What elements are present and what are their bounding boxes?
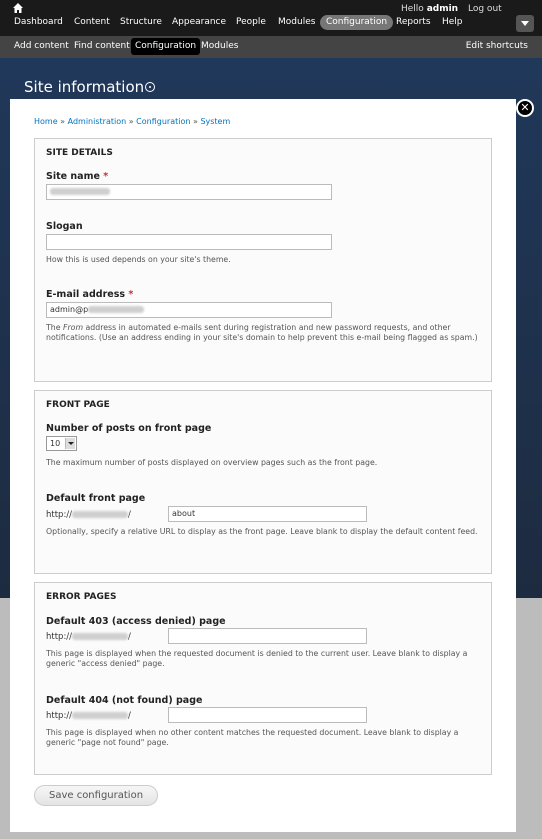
site-name-label: Site name * [46, 171, 109, 182]
403-url-prefix: http:// / [46, 632, 131, 642]
breadcrumb-home[interactable]: Home [34, 117, 58, 126]
close-icon: ✕ [520, 101, 530, 114]
home-icon[interactable] [13, 3, 23, 13]
posts-per-page-description: The maximum number of posts displayed on overview pages such as the front page. [46, 458, 378, 467]
email-input[interactable]: admin@p [46, 302, 332, 318]
breadcrumb-configuration[interactable]: Configuration [136, 117, 191, 126]
404-url-prefix: http:// / [46, 711, 131, 721]
menu-item-modules[interactable]: Modules [278, 17, 316, 27]
edit-shortcuts-link[interactable]: Edit shortcuts [465, 41, 528, 51]
default-front-page-label: Default front page [46, 493, 146, 504]
default-404-input[interactable] [168, 707, 367, 723]
required-marker: * [128, 289, 134, 300]
site-details-legend: SITE DETAILS [46, 148, 113, 158]
front-page-legend: FRONT PAGE [46, 400, 110, 410]
shortcuts-bar [0, 36, 542, 58]
close-overlay-button[interactable] [516, 99, 534, 117]
breadcrumb-administration[interactable]: Administration [67, 117, 127, 126]
posts-per-page-select[interactable]: 10 [46, 436, 77, 451]
save-configuration-button[interactable]: Save configuration [34, 785, 158, 806]
menu-item-dashboard[interactable]: Dashboard [14, 17, 63, 27]
menu-item-appearance[interactable]: Appearance [172, 17, 227, 27]
error-pages-legend: ERROR PAGES [46, 592, 117, 602]
toolbar-toggle-button[interactable] [516, 15, 534, 32]
admin-toolbar [0, 0, 542, 36]
page-title: Site information [24, 78, 145, 96]
slogan-description: How this is used depends on your site's theme. [46, 255, 231, 264]
shortcut-find-content[interactable]: Find content [74, 41, 130, 51]
menu-item-configuration[interactable]: Configuration [320, 15, 393, 30]
default-404-label: Default 404 (not found) page [46, 695, 203, 706]
shortcut-modules[interactable]: Modules [201, 41, 239, 51]
shortcut-add-icon[interactable] [145, 82, 155, 92]
required-marker: * [103, 171, 109, 182]
default-403-description: This page is displayed when the requested document is denied to the current user. Leave blank to display a generic "access denied" page. [46, 649, 468, 668]
menu-item-content[interactable]: Content [74, 17, 110, 27]
shortcut-add-content[interactable]: Add content [14, 41, 69, 51]
default-front-page-description: Optionally, specify a relative URL to display as the front page. Leave blank to display the default content feed. [46, 527, 478, 536]
front-page-fieldset [34, 390, 492, 574]
error-pages-fieldset [34, 582, 492, 775]
menu-item-reports[interactable]: Reports [396, 17, 431, 27]
email-label: E-mail address * [46, 289, 134, 300]
greeting: Hello admin [401, 4, 459, 14]
slogan-label: Slogan [46, 221, 83, 232]
posts-per-page-label: Number of posts on front page [46, 423, 212, 434]
menu-item-help[interactable]: Help [442, 17, 463, 27]
default-front-page-input[interactable]: about [168, 506, 367, 522]
site-details-fieldset [34, 138, 492, 382]
breadcrumb: Home » Administration » Configuration » System [34, 117, 231, 126]
default-403-input[interactable] [168, 628, 367, 644]
shortcut-configuration[interactable]: Configuration [131, 38, 200, 55]
site-name-input[interactable] [46, 184, 332, 200]
chevron-down-icon [521, 21, 529, 26]
menu-item-people[interactable]: People [236, 17, 266, 27]
logout-link[interactable]: Log out [468, 4, 502, 14]
chevron-down-icon [65, 438, 75, 449]
email-description: The From address in automated e-mails sent during registration and new password requests, and other notifications. (Use an address ending in your site's domain to help prevent this e-mail being flagged as spam.) [46, 323, 478, 342]
username: admin [426, 4, 459, 14]
front-page-url-prefix: http:// / [46, 510, 131, 520]
default-404-description: This page is displayed when no other content matches the requested document. Leave blank to display a generic "page not found" page. [46, 728, 459, 747]
slogan-input[interactable] [46, 234, 332, 250]
breadcrumb-system[interactable]: System [200, 117, 231, 126]
default-403-label: Default 403 (access denied) page [46, 616, 226, 627]
menu-item-structure[interactable]: Structure [120, 17, 162, 27]
